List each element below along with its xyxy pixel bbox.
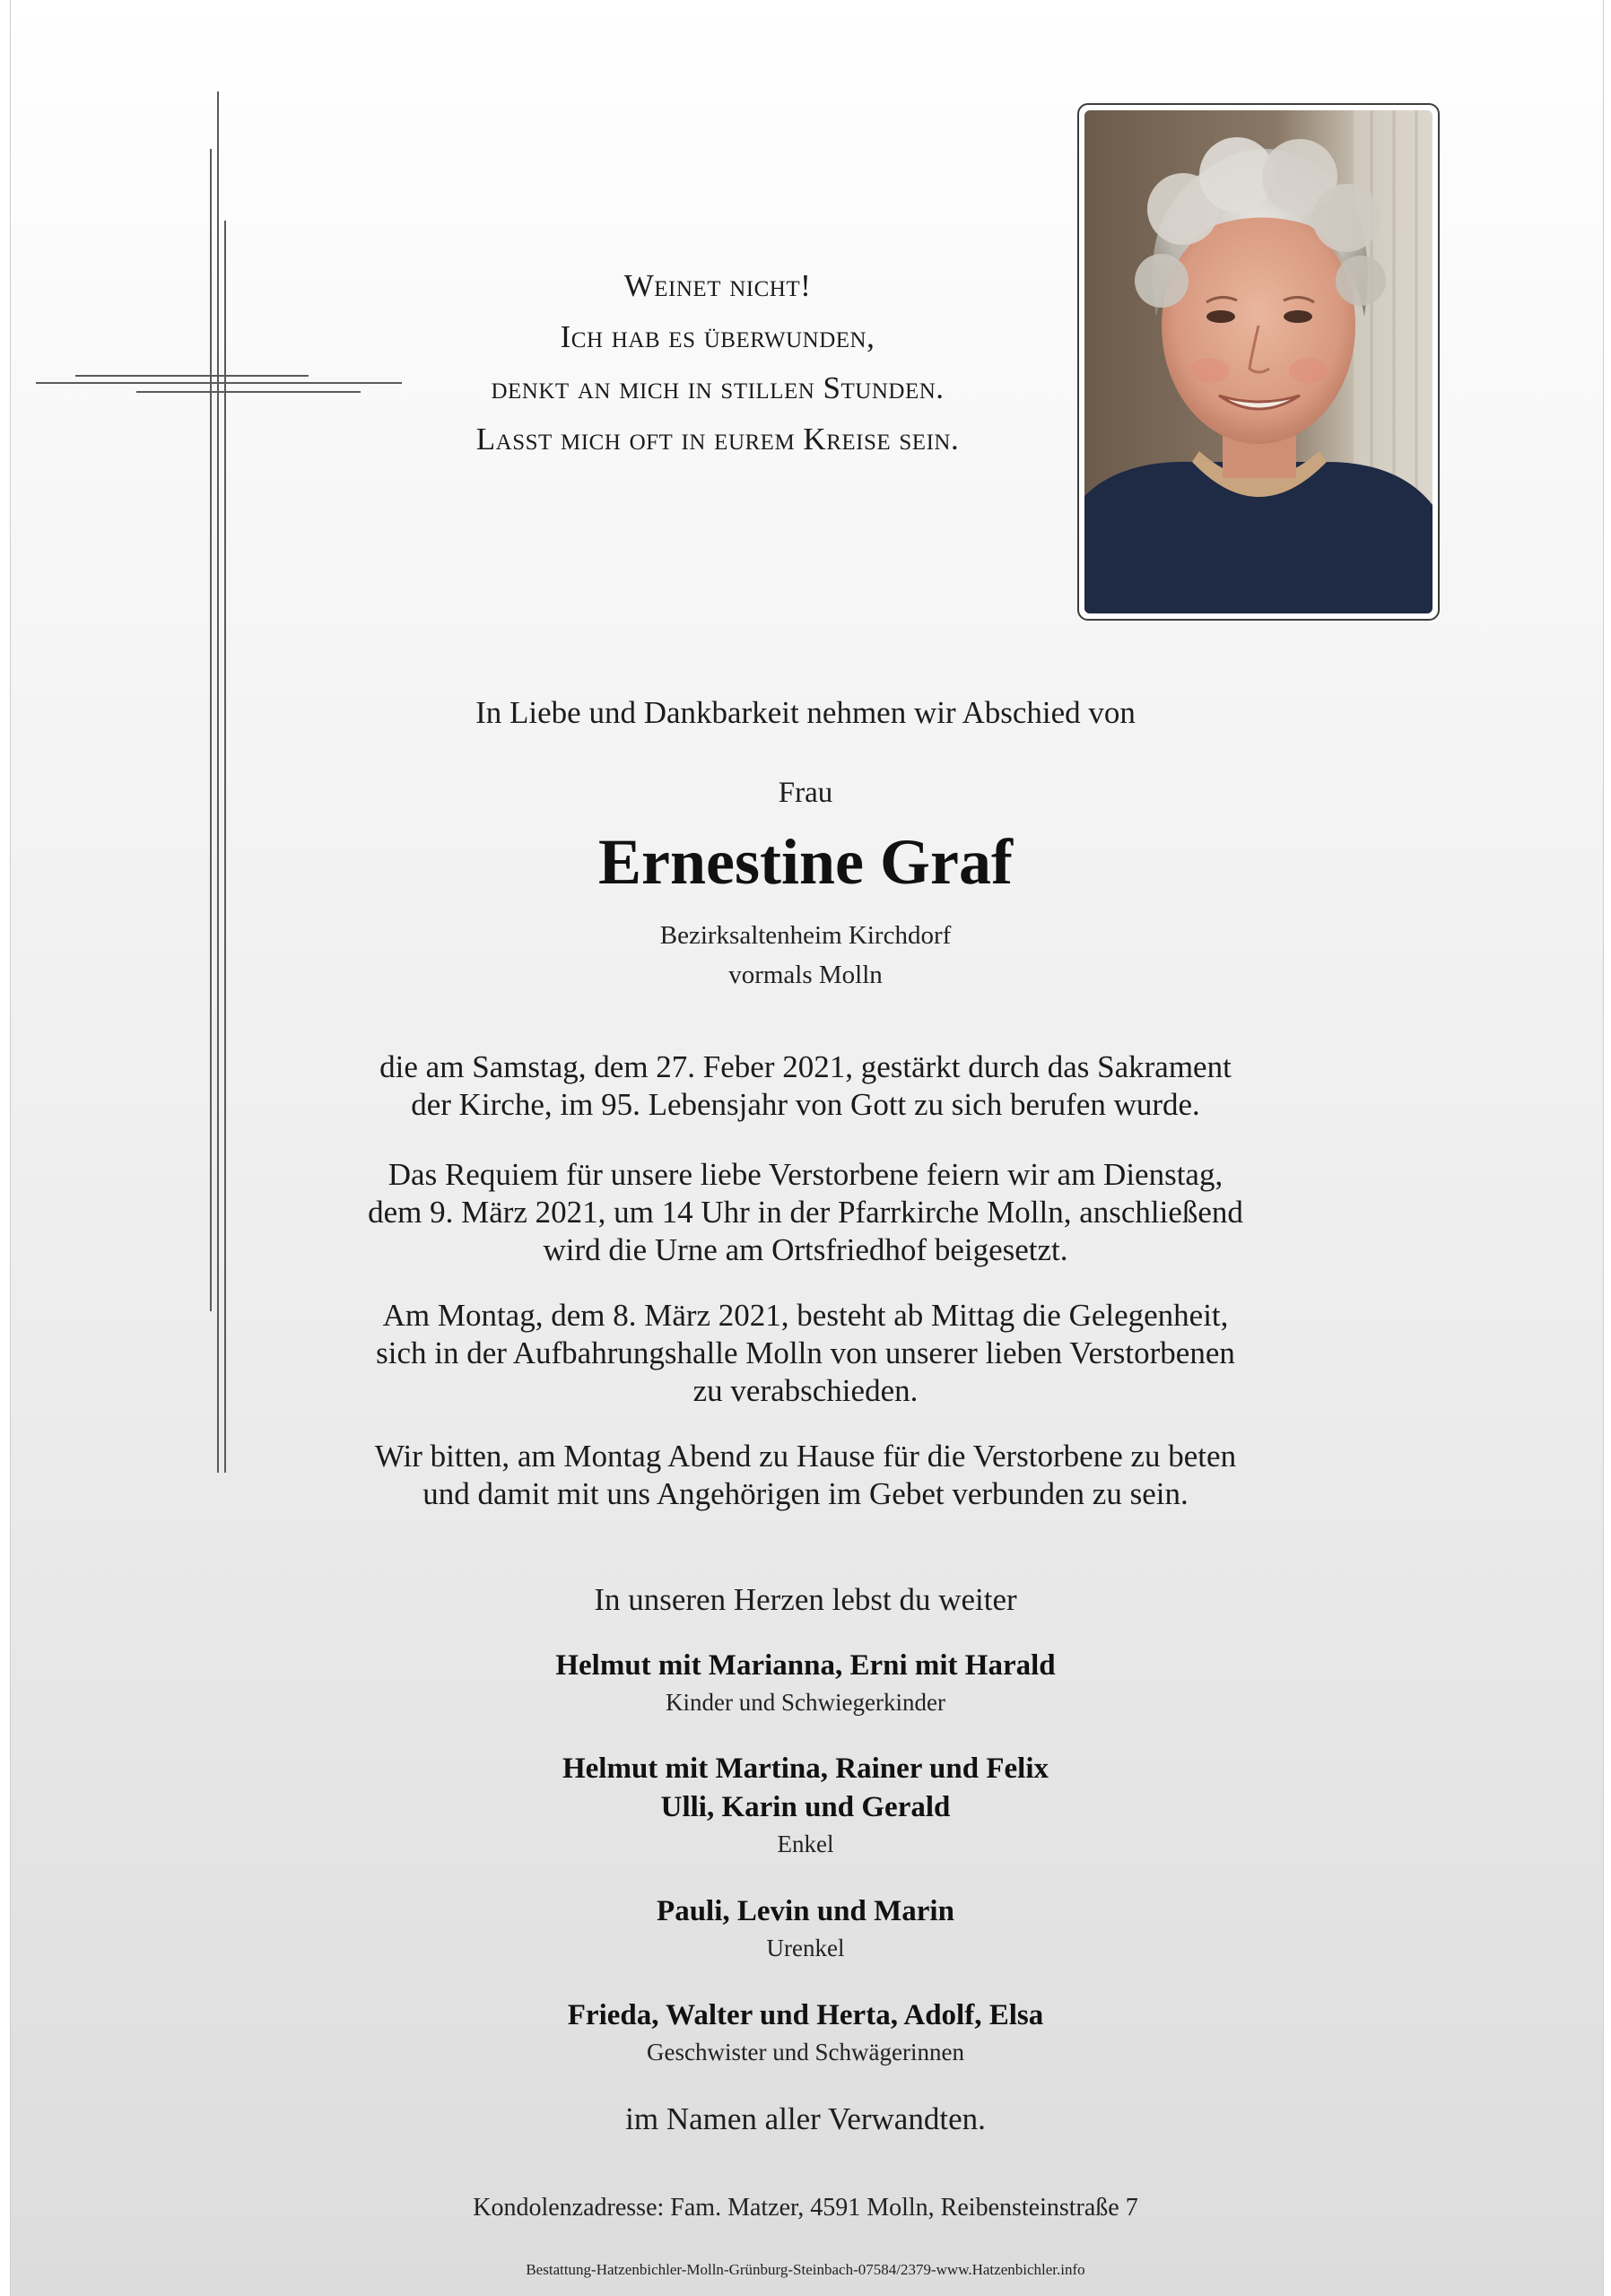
paragraph-line: sich in der Aufbahrungshalle Molln von unserer lieben Verstorbenen	[376, 1335, 1235, 1370]
residence	[0, 916, 1611, 995]
closing-line: im Namen aller Verwandten.	[625, 2101, 986, 2136]
viewing-paragraph	[0, 1297, 1611, 1410]
residence-line: vormals Molln	[728, 961, 883, 989]
cross-horizontal-line	[36, 382, 402, 384]
paragraph-line: Wir bitten, am Montag Abend zu Hause für die Verstorbene zu beten	[374, 1439, 1237, 1474]
mourner-role: Enkel	[777, 1831, 834, 1857]
paragraph-line: Das Requiem für unsere liebe Verstorbene feiern wir am Dienstag,	[388, 1157, 1223, 1192]
paragraph-line: und damit mit uns Angehörigen im Gebet verbunden zu sein.	[422, 1476, 1189, 1511]
undertaker-footer: Bestattung-Hatzenbichler-Molln-Grünburg-Steinbach-07584/2379-www.Hatzenbichler.info	[526, 2261, 1085, 2278]
mourner-role: Geschwister und Schwägerinnen	[647, 2039, 964, 2066]
condolence-address: Kondolenzadresse: Fam. Matzer, 4591 Molln, Reibensteinstraße 7	[473, 2194, 1138, 2222]
mourner-names: Helmut mit Martina, Rainer und Felix	[562, 1752, 1049, 1785]
mourner-names: Helmut mit Marianna, Erni mit Harald	[555, 1649, 1056, 1682]
verse-line: denkt an mich in stillen Stunden.	[491, 370, 945, 405]
mourner-role: Kinder und Schwiegerkinder	[666, 1689, 945, 1716]
deceased-name: Ernestine Graf	[598, 826, 1013, 898]
mourner-group	[0, 1750, 1611, 1861]
paragraph-line: Am Montag, dem 8. März 2021, besteht ab Mittag die Gelegenheit,	[382, 1298, 1229, 1333]
requiem-paragraph	[0, 1156, 1611, 1269]
mourner-names: Ulli, Karin und Gerald	[660, 1791, 951, 1823]
salutation: Frau	[778, 777, 833, 809]
mourner-names: Frieda, Walter und Herta, Adolf, Elsa	[567, 1999, 1044, 2031]
prayer-paragraph	[0, 1438, 1611, 1513]
paragraph-line: wird die Urne am Ortsfriedhof beigesetzt.	[543, 1232, 1068, 1267]
mourner-role: Urenkel	[766, 1935, 845, 1961]
portrait-frame	[1077, 103, 1440, 621]
paragraph-line: dem 9. März 2021, um 14 Uhr in der Pfarrkirche Molln, anschließend	[368, 1195, 1243, 1230]
paragraph-line: die am Samstag, dem 27. Feber 2021, gestärkt durch das Sakrament	[379, 1049, 1232, 1084]
farewell-intro: In Liebe und Dankbarkeit nehmen wir Abschied von	[475, 695, 1136, 730]
mourner-group	[0, 1996, 1611, 2069]
paragraph-line: zu verabschieden.	[692, 1373, 919, 1408]
cross-horizontal-line	[136, 391, 361, 393]
cross-horizontal-line	[75, 375, 309, 377]
mourners-motto: In unseren Herzen lebst du weiter	[594, 1582, 1017, 1617]
mourner-group	[0, 1892, 1611, 1965]
verse-line: Ich hab es überwunden,	[560, 319, 875, 354]
death-paragraph	[0, 1048, 1611, 1124]
portrait-photo	[1084, 110, 1432, 613]
portrait-illustration	[1084, 110, 1432, 613]
mourner-group	[0, 1647, 1611, 1719]
paragraph-line: der Kirche, im 95. Lebensjahr von Gott zu sich berufen wurde.	[411, 1087, 1200, 1122]
verse-line: Weinet nicht!	[623, 268, 812, 303]
mourner-names: Pauli, Levin und Marin	[657, 1895, 954, 1927]
residence-line: Bezirksaltenheim Kirchdorf	[659, 921, 952, 950]
verse-line: Lasst mich oft in eurem Kreise sein.	[475, 422, 960, 457]
verse	[386, 260, 1049, 465]
